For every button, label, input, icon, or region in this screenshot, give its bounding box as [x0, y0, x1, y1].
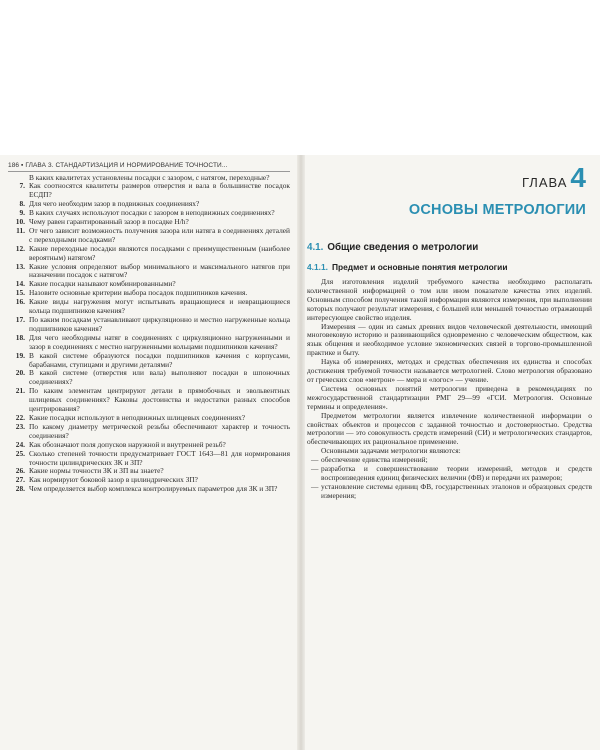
section-heading	[307, 242, 592, 253]
chapter-number: 4	[570, 162, 586, 193]
question-number: 20.	[15, 368, 25, 378]
question-text: В какой системе (отверстия или вала) выполняют посадки в шпоночных соединениях?	[29, 368, 290, 387]
question-text: Как обозначают поля допусков наружной и внутренней резьб?	[29, 439, 226, 449]
question-text: Какие нормы точности ЗК и ЗП вы знаете?	[29, 466, 164, 476]
paragraph: Для изготовления изделий требуемого качества необходимо располагать количественной информацией о том или ином показателе качества этих изделий. Основным способом получения такой информации являются измерения, при выполнении которых получают результат измерения, с большей или меньшей точностью отражающий интересующее свойство изделия.	[307, 277, 592, 322]
question-list	[8, 174, 290, 495]
question-text: Чем определяется выбор комплекса контролируемых параметров для ЗК и ЗП?	[29, 484, 278, 494]
question-text: Какие виды нагружения могут испытывать вращающиеся и невращающиеся кольца подшипников качения?	[29, 297, 290, 316]
running-head: 186 ▪ ГЛАВА 3. СТАНДАРТИЗАЦИЯ И НОРМИРОВАНИЕ ТОЧНОСТИ...	[8, 162, 290, 172]
question-text: В каких случаях используют посадки с зазором в неподвижных соединениях?	[29, 208, 275, 218]
question-text: В каких квалитетах установлены посадки с зазором, с натягом, переходные?	[29, 172, 270, 182]
paragraph: Измерения — один из самых древних видов человеческой деятельности, имеющий многовековую историю и развивающийся одновременно с человеческим обществом, как язык общения и необходимое условие экономических связей в торгово-промышленной практике и быту.	[307, 321, 592, 358]
question-text: От чего зависит возможность получения зазора или натяга в соединениях деталей с переходными посадками?	[29, 225, 290, 244]
question-text: По какому диаметру метрической резьбы обеспечивают характер и точность соединения?	[29, 421, 290, 440]
question-item	[8, 182, 290, 200]
question-number: 26.	[15, 466, 25, 476]
chapter-title: ОСНОВЫ МЕТРОЛОГИИ	[408, 202, 586, 218]
task-text: разработка и совершенствование теории измерений, методов и средств воспроизведения единиц физических величин (ФВ) и передачи их размеров;	[321, 464, 592, 482]
paragraph: Предметом метрологии является извлечение количественной информации о свойствах объектов и процессов с заданной точностью и достоверностью. Средства метрологии — это совокупность средств измерений (СИ) и метрологических стандартов, обеспечивающих их рациональное применение.	[307, 410, 592, 447]
subsection-heading	[307, 262, 592, 272]
task-text: обеспечение единства измерений;	[321, 455, 428, 465]
question-number: 7.	[19, 181, 25, 191]
chapter-label: ГЛАВА	[522, 175, 568, 190]
question-text: Как нормируют боковой зазор в цилиндрических ЗП?	[29, 475, 198, 485]
question-number: 21.	[15, 386, 25, 396]
question-text: Какие условия определяют выбор минимального и максимального натягов при назначении посадок с натягом?	[29, 261, 290, 280]
task-item: — установление системы единиц ФВ, государственных эталонов и образцовых средств измерения;	[311, 481, 592, 500]
question-text: По каким посадкам устанавливают циркуляционно и местно нагруженные кольца подшипников качения?	[29, 315, 290, 333]
question-item	[8, 387, 290, 414]
question-number: 22.	[15, 412, 25, 422]
question-number: 24.	[15, 439, 25, 449]
task-list	[307, 456, 592, 501]
task-text: установление системы единиц ФВ, государственных эталонов и образцовых средств измерения;	[321, 481, 592, 500]
question-item	[8, 245, 290, 263]
section-title: Общие сведения о метрологии	[327, 242, 479, 253]
question-text: Как соотносятся квалитеты размеров отверстия и вала в большинстве посадок ЕСДП?	[29, 181, 290, 200]
question-text: В какой системе образуются посадки подшипников качения с корпусами, барабанами, ступицами и другими деталями?	[29, 350, 290, 369]
question-number: 18.	[15, 332, 25, 342]
book-gutter	[297, 155, 305, 750]
task-item: — разработка и совершенствование теории измерений, методов и средств воспроизведения единиц физических величин (ФВ) и передачи их размеров;	[311, 464, 592, 482]
question-number: 16.	[15, 297, 25, 307]
paragraph: Основными задачами метрологии являются:	[321, 446, 461, 456]
question-text: Для чего необходимы натяг в соединениях с циркуляционно нагруженными и зазор в соединениях с местно нагруженными кольцами подшипников качения?	[29, 332, 290, 351]
question-number: 17.	[15, 315, 25, 324]
question-number: 11.	[16, 225, 25, 235]
question-item	[8, 316, 290, 334]
subsection-number: 4.1.1.	[307, 262, 328, 272]
question-item	[8, 369, 290, 387]
question-item	[8, 227, 290, 245]
question-text: Чему равен гарантированный зазор в посадке H/h?	[29, 217, 189, 227]
question-number: 28.	[15, 484, 25, 494]
paragraph: Наука об измерениях, методах и средствах обеспечения их единства и способах достижения требуемой точности называется метрологией. Слово метрология образовано от греческих слов «метрон» — мера и «логос» — учение.	[307, 357, 592, 384]
subsection-title: Предмет и основные понятия метрологии	[331, 262, 508, 272]
question-number: 10.	[15, 217, 25, 227]
question-number: 14.	[15, 279, 25, 289]
question-item	[8, 450, 290, 468]
question-item	[8, 263, 290, 281]
question-item	[8, 423, 290, 441]
question-item	[8, 352, 290, 370]
question-text: Сколько степеней точности предусматривает ГОСТ 1643—81 для нормирования точности цилиндрических ЗК и ЗП?	[29, 448, 290, 467]
question-text: Назовите основные критерии выбора посадок подшипников качения.	[29, 288, 248, 298]
paragraph: Система основных понятий метрологии приведена в рекомендациях по межгосударственной стандартизации РМГ 29—99 «ГСИ. Метрология. Основные термины и определения».	[307, 383, 592, 411]
question-text: Какие переходные посадки являются посадками с преимущественным (наиболее вероятным) натягом?	[29, 243, 290, 262]
question-item	[8, 334, 290, 352]
task-item: — обеспечение единства измерений;	[311, 455, 428, 465]
question-text: Какие посадки используют в неподвижных шлицевых соединениях?	[29, 412, 246, 422]
question-number: 12.	[15, 243, 25, 253]
left-page	[8, 162, 290, 494]
question-number: 15.	[15, 288, 25, 298]
question-number: 9.	[19, 208, 25, 218]
question-number: 25.	[15, 448, 25, 458]
question-number: 13.	[15, 261, 25, 271]
question-text: По каким элементам центрируют детали в прямобочных и эвольвентных шлицевых соединениях? Каковы достоинства и недостатки разных способов центрирования?	[29, 386, 290, 414]
chapter-heading	[307, 162, 592, 198]
question-number: 19.	[15, 350, 25, 360]
right-page	[307, 162, 592, 501]
body-text	[307, 278, 592, 456]
question-text: Какие посадки называют комбинированными?	[29, 279, 176, 289]
question-item	[8, 485, 290, 494]
question-number: 23.	[15, 421, 25, 431]
question-number: 27.	[15, 475, 25, 485]
question-text: Для чего необходим зазор в подвижных соединениях?	[29, 199, 200, 209]
question-item	[8, 298, 290, 316]
section-number: 4.1.	[307, 242, 324, 253]
question-number: 8.	[19, 199, 25, 209]
